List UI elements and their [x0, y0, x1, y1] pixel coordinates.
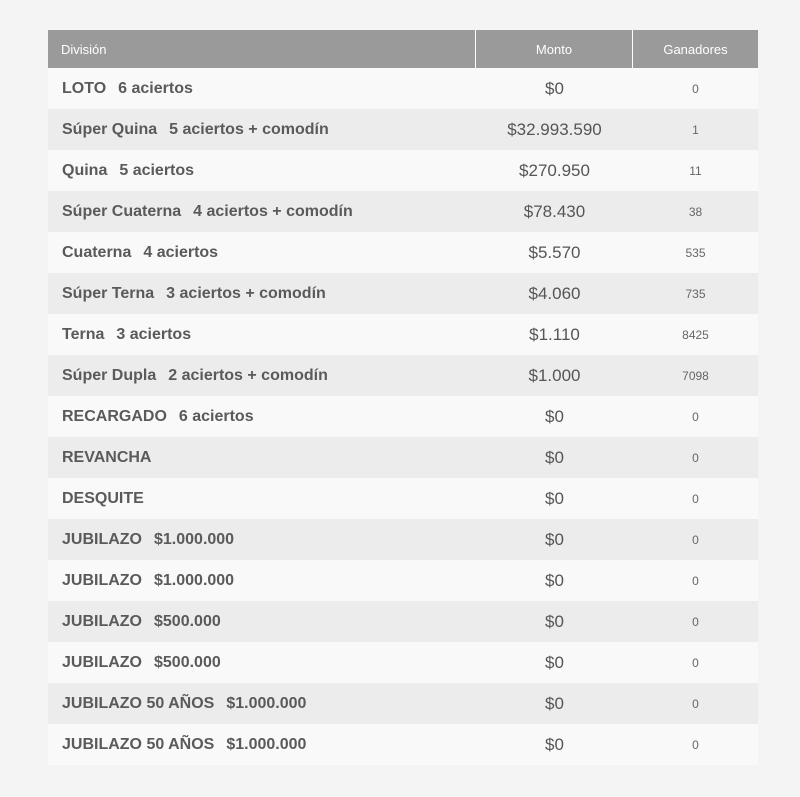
ganadores-cell: 11	[633, 150, 758, 191]
division-cell	[48, 273, 476, 314]
table-row	[48, 519, 758, 560]
ganadores-cell: 0	[633, 560, 758, 601]
ganadores-cell: 0	[633, 642, 758, 683]
division-cell	[48, 68, 476, 109]
division-cell	[48, 642, 476, 683]
division-detail: 2 aciertos + comodín	[168, 366, 328, 384]
ganadores-cell: 0	[633, 724, 758, 765]
header-row	[48, 30, 758, 68]
division-detail: $1.000.000	[226, 694, 307, 712]
ganadores-cell: 1	[633, 109, 758, 150]
division-detail: 4 aciertos + comodín	[193, 202, 353, 220]
division-cell	[48, 478, 476, 519]
division-name: Súper Cuaterna	[62, 202, 182, 220]
division-cell	[48, 396, 476, 437]
ganadores-cell: 735	[633, 273, 758, 314]
division-cell	[48, 683, 476, 724]
monto-cell: $0	[476, 724, 633, 765]
table-row	[48, 273, 758, 314]
table-header	[48, 30, 758, 68]
division-name: REVANCHA	[62, 448, 152, 466]
division-detail: 6 aciertos	[178, 407, 254, 425]
header-monto: Monto	[476, 30, 633, 68]
ganadores-cell: 0	[633, 396, 758, 437]
ganadores-cell: 0	[633, 601, 758, 642]
division-cell	[48, 560, 476, 601]
monto-cell: $5.570	[476, 232, 633, 273]
division-cell	[48, 150, 476, 191]
table-row	[48, 396, 758, 437]
division-name: Súper Quina	[62, 120, 158, 138]
division-detail: $500.000	[154, 653, 221, 671]
division-cell	[48, 437, 476, 478]
monto-cell: $0	[476, 478, 633, 519]
ganadores-cell: 8425	[633, 314, 758, 355]
table-row	[48, 683, 758, 724]
division-name: LOTO	[62, 79, 107, 97]
monto-cell: $270.950	[476, 150, 633, 191]
monto-cell: $1.110	[476, 314, 633, 355]
table-row	[48, 601, 758, 642]
ganadores-cell: 0	[633, 437, 758, 478]
monto-cell: $0	[476, 560, 633, 601]
division-detail: 5 aciertos + comodín	[169, 120, 329, 138]
division-name: Quina	[62, 161, 108, 179]
header-ganadores: Ganadores	[633, 30, 758, 68]
division-detail: $1.000.000	[154, 571, 235, 589]
division-name: Súper Terna	[62, 284, 155, 302]
division-detail: $1.000.000	[226, 735, 307, 753]
division-name: RECARGADO	[62, 407, 167, 425]
table-body	[48, 68, 758, 765]
division-cell	[48, 232, 476, 273]
division-name: Terna	[62, 325, 105, 343]
table-row	[48, 109, 758, 150]
division-detail: 6 aciertos	[118, 79, 193, 97]
monto-cell: $1.000	[476, 355, 633, 396]
division-cell	[48, 519, 476, 560]
division-detail: 4 aciertos	[143, 243, 219, 261]
division-name: JUBILAZO 50 AÑOS	[62, 694, 215, 712]
table-row	[48, 560, 758, 601]
division-cell	[48, 314, 476, 355]
monto-cell: $78.430	[476, 191, 633, 232]
table-row	[48, 437, 758, 478]
table-row	[48, 314, 758, 355]
monto-cell: $0	[476, 396, 633, 437]
division-name: JUBILAZO 50 AÑOS	[62, 735, 215, 753]
monto-cell: $0	[476, 519, 633, 560]
division-cell	[48, 109, 476, 150]
division-name: DESQUITE	[62, 489, 144, 507]
division-cell	[48, 191, 476, 232]
ganadores-cell: 535	[633, 232, 758, 273]
ganadores-cell: 0	[633, 478, 758, 519]
ganadores-cell: 7098	[633, 355, 758, 396]
division-cell	[48, 355, 476, 396]
table-row	[48, 478, 758, 519]
division-name: Súper Dupla	[62, 366, 157, 384]
monto-cell: $4.060	[476, 273, 633, 314]
monto-cell: $0	[476, 437, 633, 478]
table-row	[48, 68, 758, 109]
division-name: JUBILAZO	[62, 571, 142, 589]
table-row	[48, 355, 758, 396]
division-name: JUBILAZO	[62, 530, 142, 548]
division-cell	[48, 724, 476, 765]
ganadores-cell: 0	[633, 519, 758, 560]
ganadores-cell: 0	[633, 68, 758, 109]
monto-cell: $32.993.590	[476, 109, 633, 150]
division-detail: 5 aciertos	[119, 161, 195, 179]
division-detail: $1.000.000	[154, 530, 235, 548]
monto-cell: $0	[476, 68, 633, 109]
table-row	[48, 191, 758, 232]
table-row	[48, 724, 758, 765]
division-detail: 3 aciertos + comodín	[166, 284, 326, 302]
header-division: División	[48, 30, 476, 68]
ganadores-cell: 0	[633, 683, 758, 724]
results-table	[48, 30, 758, 765]
division-name: JUBILAZO	[62, 653, 142, 671]
monto-cell: $0	[476, 601, 633, 642]
table-row	[48, 150, 758, 191]
monto-cell: $0	[476, 683, 633, 724]
monto-cell: $0	[476, 642, 633, 683]
table-row	[48, 232, 758, 273]
division-detail: 3 aciertos	[116, 325, 192, 343]
table-row	[48, 642, 758, 683]
division-cell	[48, 601, 476, 642]
ganadores-cell: 38	[633, 191, 758, 232]
division-name: JUBILAZO	[62, 612, 142, 630]
division-detail: $500.000	[154, 612, 221, 630]
division-name: Cuaterna	[62, 243, 132, 261]
